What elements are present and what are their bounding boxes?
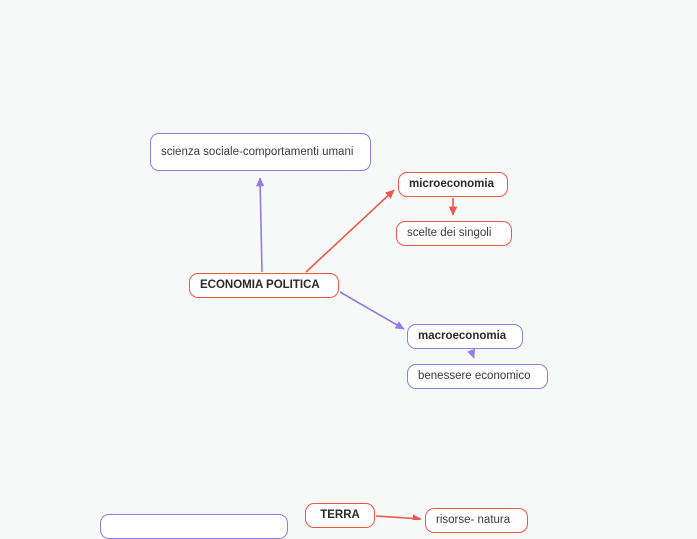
node-partial-offscreen[interactable]: [100, 514, 288, 539]
node-terra[interactable]: [305, 503, 375, 528]
node-risorse-natura-label: risorse- natura: [436, 514, 511, 527]
edge-economia-to-scienza: [260, 178, 262, 272]
edge-macroeconomia-to-benessere: [471, 350, 474, 358]
node-benessere-economico[interactable]: [407, 364, 548, 389]
edge-economia-to-microeconomia: [306, 190, 394, 272]
node-terra-label: TERRA: [320, 509, 360, 522]
node-microeconomia-label: microeconomia: [409, 178, 494, 191]
edge-terra-to-risorse: [376, 516, 421, 519]
node-scienza-sociale-label: scienza sociale-comportamenti umani: [161, 145, 354, 158]
node-macroeconomia-label: macroeconomia: [418, 330, 507, 343]
edge-economia-to-macroeconomia: [340, 292, 404, 329]
node-microeconomia[interactable]: [398, 172, 508, 197]
node-economia-politica-label: ECONOMIA POLITICA: [200, 279, 320, 292]
node-scelte-dei-singoli[interactable]: [396, 221, 512, 246]
node-benessere-economico-label: benessere economico: [418, 370, 531, 383]
node-risorse-natura[interactable]: [425, 508, 528, 533]
node-scienza-sociale[interactable]: [150, 133, 371, 171]
node-scelte-dei-singoli-label: scelte dei singoli: [407, 227, 492, 240]
node-macroeconomia[interactable]: [407, 324, 523, 349]
node-economia-politica[interactable]: [189, 273, 339, 298]
